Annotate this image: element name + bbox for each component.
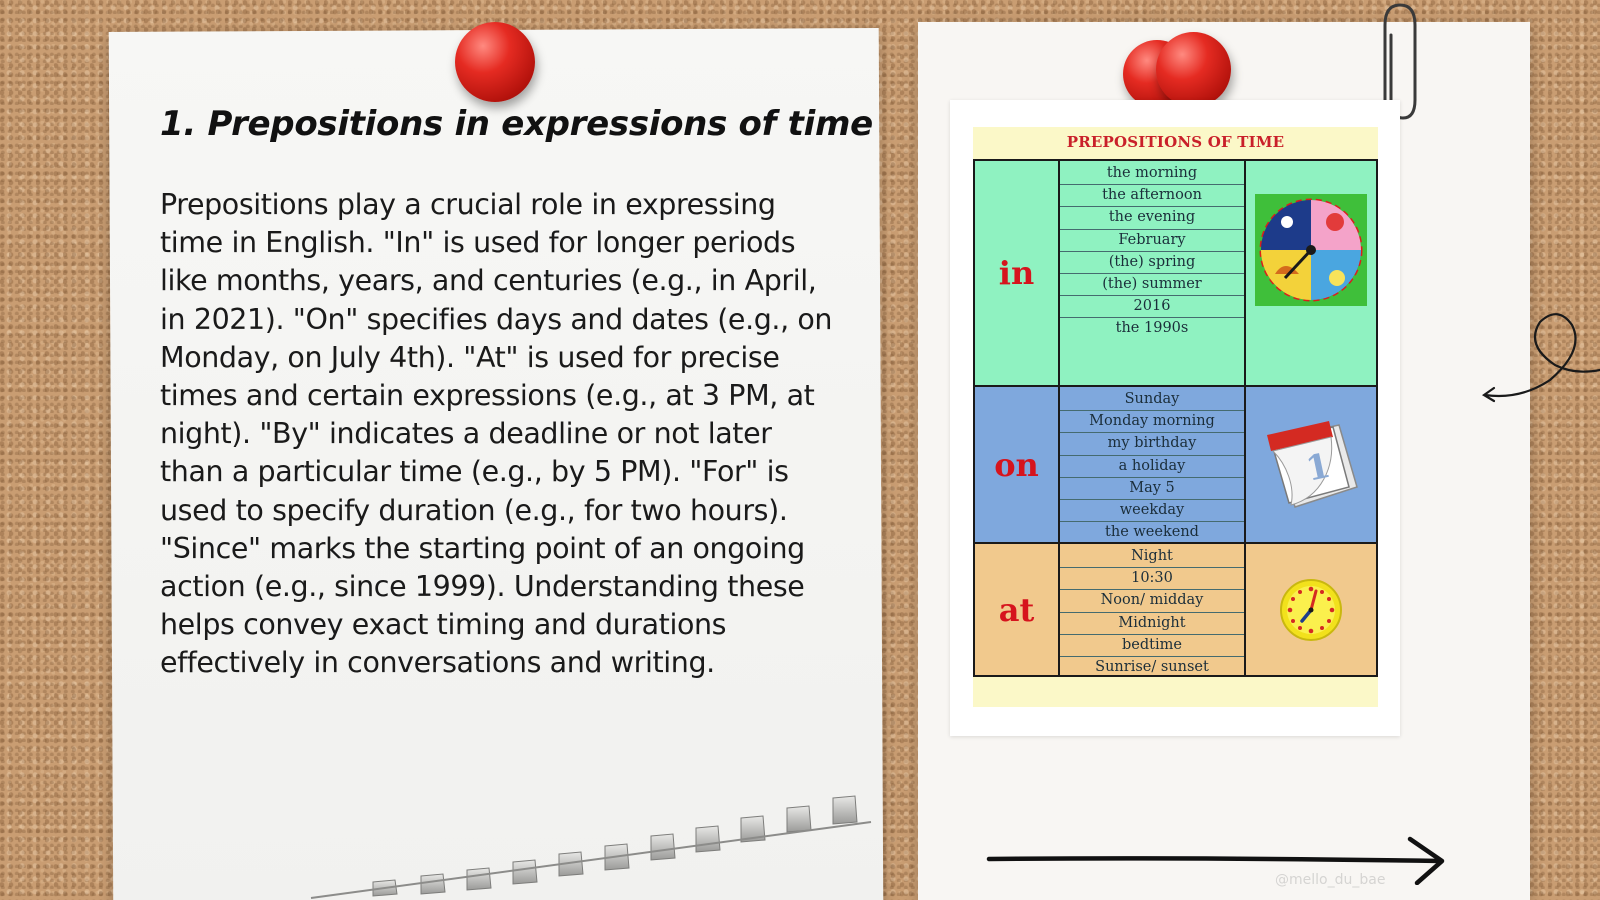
chart-title: PREPOSITIONS OF TIME	[1066, 133, 1285, 151]
phrase-cell: Sunday	[1060, 389, 1244, 411]
calendar-icon	[1261, 417, 1361, 513]
phrase-cell: bedtime	[1060, 635, 1244, 657]
phrase-cell: the 1990s	[1115, 320, 1189, 337]
red-pushpin-icon	[455, 22, 535, 102]
phrase-cell: Night	[1060, 546, 1244, 568]
phrase-cell: Noon/ midday	[1060, 590, 1244, 612]
phrase-cell: Monday morning	[1060, 411, 1244, 433]
phrase-cell: February	[1060, 230, 1244, 252]
section-on	[975, 387, 1376, 544]
phrase-cell: Sunrise/ sunset	[1095, 658, 1209, 675]
phrase-cell: 10:30	[1060, 568, 1244, 590]
picture-cell-in	[1246, 161, 1376, 385]
phrase-cell: the weekend	[1105, 524, 1199, 541]
phrase-list-on	[1060, 387, 1246, 542]
phrase-list-at	[1060, 544, 1246, 675]
section-at	[975, 544, 1376, 675]
phrase-cell: a holiday	[1060, 456, 1244, 478]
watermark-text: @mello_du_bae	[1275, 872, 1386, 888]
phrase-list-in	[1060, 161, 1246, 385]
phrase-cell: (the) spring	[1060, 252, 1244, 274]
page-title: 1. Prepositions in expressions of time	[160, 104, 873, 144]
section-in	[975, 161, 1376, 387]
preposition-label-at: at	[975, 544, 1060, 675]
picture-cell-on	[1246, 387, 1376, 542]
loop-arrow-doodle-icon	[1480, 310, 1600, 410]
preposition-label-in: in	[975, 161, 1060, 385]
picture-cell-at	[1246, 544, 1376, 675]
prepositions-chart-image	[950, 100, 1400, 736]
clock-icon	[1278, 577, 1344, 643]
chart-panel	[973, 127, 1378, 707]
seasons-icon	[1255, 194, 1367, 306]
phrase-cell: (the) summer	[1060, 274, 1244, 296]
phrase-cell: weekday	[1060, 500, 1244, 522]
phrase-cell: the evening	[1060, 207, 1244, 229]
preposition-label-on: on	[975, 387, 1060, 542]
preposition-grid	[973, 159, 1378, 677]
phrase-cell: my birthday	[1060, 433, 1244, 455]
phrase-cell: May 5	[1060, 478, 1244, 500]
svg-text:1: 1	[1302, 445, 1335, 490]
red-pushpin-icon	[1156, 32, 1231, 107]
phrase-cell: 2016	[1060, 296, 1244, 318]
phrase-cell: the afternoon	[1060, 185, 1244, 207]
body-paragraph: Prepositions play a crucial role in expressing time in English. "In" is used for longer periods like months, years, and centuries (e.g., in April, in 2021). "On" specifies days and dates (e.g., on Monday, on July 4th). "At" is used for precise times and certain expressions (e.g., at 3 PM, at night). "By" indicates a deadline or not later than a particular time (e.g., by 5 PM). "For" is used to specify duration (e.g., for two hours). "Since" marks the starting point of an ongoing action (e.g., since 1999). Understanding these helps convey exact timing and durations effectively in conversations and writing.	[160, 188, 833, 680]
phrase-cell: Midnight	[1060, 613, 1244, 635]
phrase-cell: the morning	[1060, 163, 1244, 185]
